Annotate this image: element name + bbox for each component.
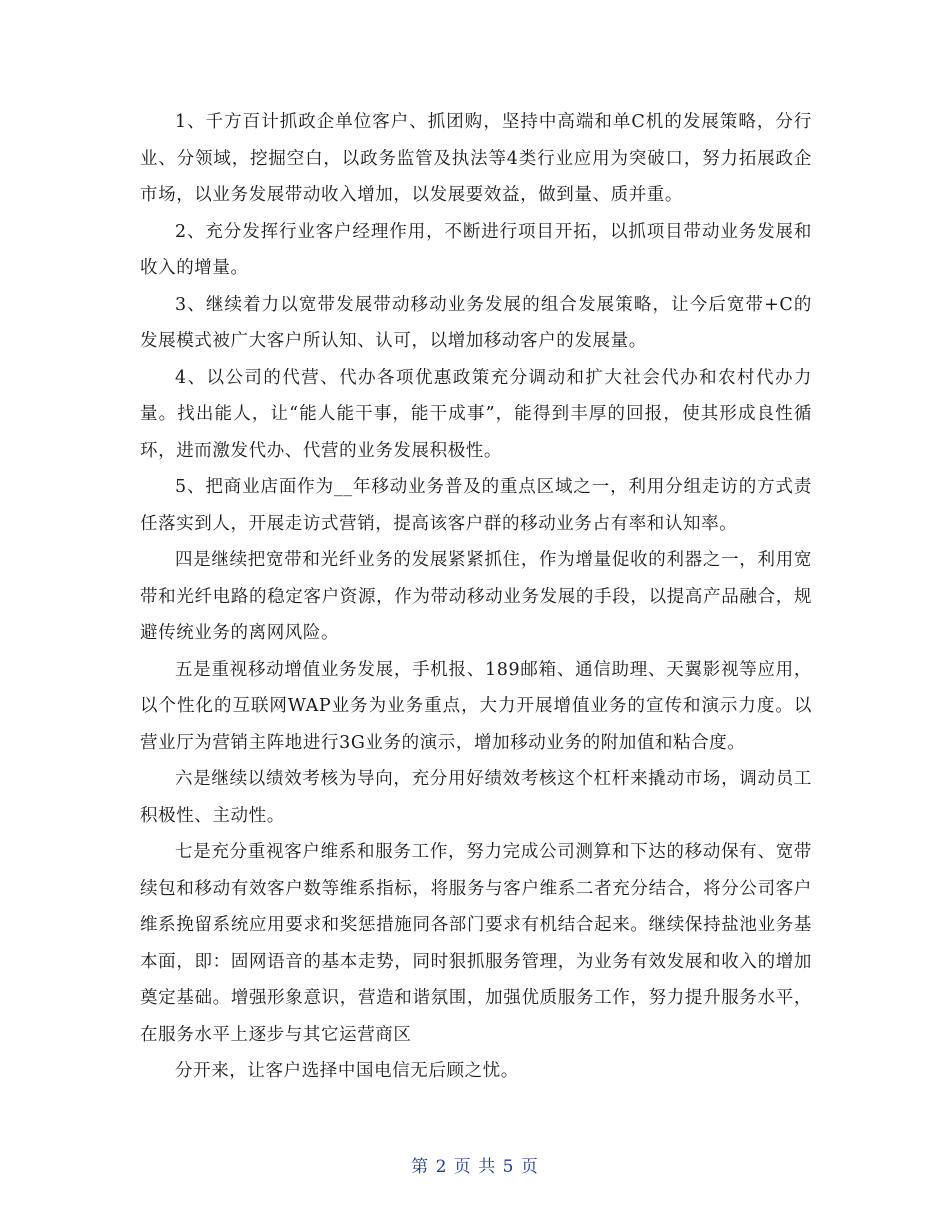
- paragraph-1: 1、千方百计抓政企单位客户、抓团购，坚持中高端和单C机的发展策略，分行业、分领域，挖掘空白，以政务监管及执法等4类行业应用为突破口，努力拓展政企市场，以业务发展带动收入增加，以发展要效益，做到量、质并重。: [140, 112, 812, 205]
- paragraph-6: 四是继续把宽带和光纤业务的发展紧紧抓住，作为增量促收的利器之一，利用宽带和光纤电路的稳定客户资源，作为带动移动业务发展的手段，以提高产品融合，规避传统业务的离网风险。: [140, 550, 812, 643]
- paragraph-10: 分开来，让客户选择中国电信无后顾之忧。: [175, 1061, 519, 1081]
- paragraph-5: 5、把商业店面作为__年移动业务普及的重点区域之一，利用分组走访的方式责任落实到人，开展走访式营销，提高该客户群的移动业务占有率和认知率。: [140, 477, 812, 534]
- paragraph-8: 六是继续以绩效考核为导向，充分用好绩效考核这个杠杆来撬动市场，调动员工积极性、主动性。: [140, 769, 812, 826]
- paragraph-2: 2、充分发挥行业客户经理作用，不断进行项目开拓，以抓项目带动业务发展和收入的增量。: [140, 221, 812, 278]
- paragraph-9: 七是充分重视客户维系和服务工作，努力完成公司测算和下达的移动保有、宽带续包和移动有效客户数等维系指标，将服务与客户维系二者充分结合，将分公司客户维系挽留系统应用要求和奖惩措施同各部门要求有机结合起来。继续保持盐池业务基本面，即：固网语音的基本走势，同时狠抓服务管理，为业务有效发展和收入的增加奠定基础。增强形象意识，营造和谐氛围，加强优质服务工作，努力提升服务水平，在服务水平上逐步与其它运营商区: [140, 842, 812, 1045]
- page-number-footer: 第 2 页 共 5 页: [411, 1157, 539, 1177]
- document-body: [140, 104, 812, 1090]
- paragraph-7: 五是重视移动增值业务发展，手机报、189邮箱、通信助理、天翼影视等应用，以个性化的互联网WAP业务为业务重点，大力开展增值业务的宣传和演示力度。以营业厅为营销主阵地进行3G业务的演示，增加移动业务的附加值和粘合度。: [140, 659, 812, 753]
- paragraph-3: 3、继续着力以宽带发展带动移动业务发展的组合发展策略，让今后宽带+C的发展模式被广大客户所认知、认可，以增加移动客户的发展量。: [140, 294, 812, 351]
- paragraph-4: 4、以公司的代营、代办各项优惠政策充分调动和扩大社会代办和农村代办力量。找出能人，让“能人能干事，能干成事”，能得到丰厚的回报，使其形成良性循环，进而激发代办、代营的业务发展积极性。: [140, 367, 812, 461]
